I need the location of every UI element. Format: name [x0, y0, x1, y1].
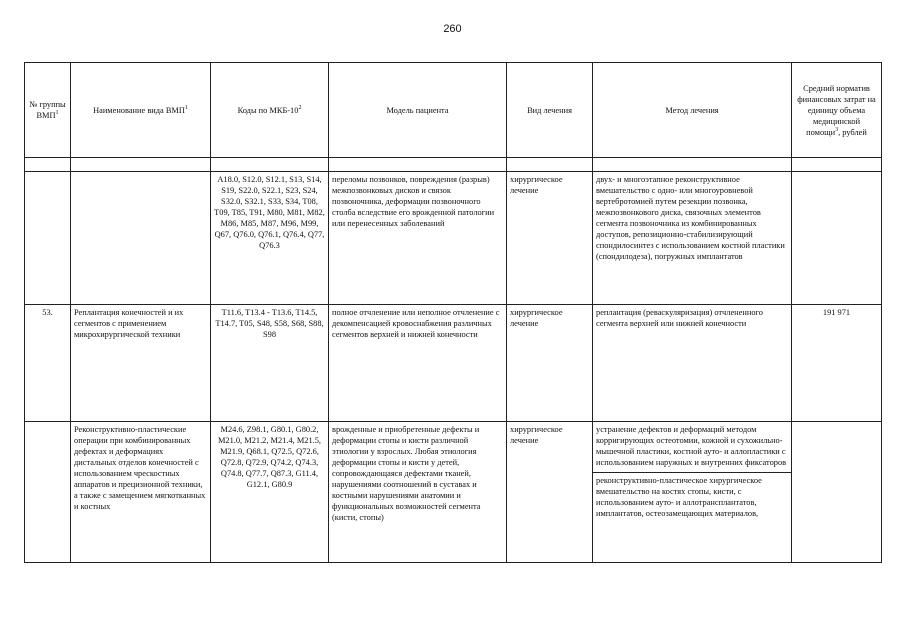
- header-row: [25, 63, 882, 158]
- header-codes: Коды по МКБ-$10^2$: [211, 63, 329, 158]
- row-num: [25, 422, 71, 563]
- row-num: 53.: [25, 305, 71, 422]
- row-model: врожденные и приобретенные дефекты и деформации стопы и кисти различной этиологии у взрослых. Любая этиология деформации стопы и кисти у детей, сопровождающаяся дефектами тканей, нарушениями соотношений в суставах и костными нарушениями анатомии и функциональных возможностей сегмента (кисти, стопы): [329, 422, 507, 563]
- table-row: [25, 172, 882, 305]
- row-method: реплантация (реваскуляризация) отчлененного сегмента верхней или нижней конечности: [593, 305, 792, 422]
- vmp-table: [24, 62, 882, 563]
- row-codes: T11.6, T13.4 - T13.6, T14.5, T14.7, T05, S48, S58, S68, S88, S98: [211, 305, 329, 422]
- row-cost: [792, 422, 882, 563]
- header-group: № группы ВМП$^1$: [25, 63, 71, 158]
- row-cost: 191 971: [792, 305, 882, 422]
- spacer-row: [25, 158, 882, 172]
- row-codes: M24.6, Z98.1, G80.1, G80.2, M21.0, M21.2, M21.4, M21.5, M21.9, Q68.1, Q72.5, Q72.6, Q72.8, Q72.9, Q74.2, Q74.3, Q74.8, Q77.7, Q87.3, G11.4, G12.1, G80.9: [211, 422, 329, 563]
- header-cost: Средний норматив финансовых затрат на единицу объема медицинской помощи$^3$, рублей: [792, 63, 882, 158]
- row-method: [593, 422, 792, 563]
- row-codes: A18.0, S12.0, S12.1, S13, S14, S19, S22.0, S22.1, S23, S24, S32.0, S32.1, S33, S34, T08, T09, T85, T91, M80, M81, M82, M86, M85, M87, M96, M99, Q67, Q76.0, Q76.1, Q76.4, Q77, Q76.3: [211, 172, 329, 305]
- row-num: [25, 172, 71, 305]
- row-treatment: хирургическое лечение: [507, 172, 593, 305]
- method-part-1: устранение дефектов и деформаций методом корригирующих остеотомии, кожной и сухожильно-мышечной пластики, костной ауто- и аллопластики с использованием наружных и внутренних фиксаторов: [596, 425, 787, 467]
- page-number: 260: [443, 23, 462, 35]
- table-row: [25, 422, 882, 563]
- row-name: [71, 172, 211, 305]
- header-treatment-type: Вид лечения: [507, 63, 593, 158]
- row-method: двух- и многоэтапное реконструктивное вмешательство с одно- или многоуровневой вертебротомией путем резекции позвонка, межпозвонкового диска, связочных элементов сегмента позвоночника из комбинированных доступов, репозиционно-стабилизирующий спондилосинтез с использованием костной пластики (спондилодеза), погружных имплантатов: [593, 172, 792, 305]
- row-model: переломы позвонков, повреждения (разрыв) межпозвонковых дисков и связок позвоночника, деформации позвоночного столба вследствие его врожденной патологии или перенесенных заболеваний: [329, 172, 507, 305]
- header-model: Модель пациента: [329, 63, 507, 158]
- row-treatment: хирургическое лечение: [507, 305, 593, 422]
- table-row: [25, 305, 882, 422]
- header-name: Наименование вида ВМП$^1$: [71, 63, 211, 158]
- row-treatment: хирургическое лечение: [507, 422, 593, 563]
- row-model: полное отчленение или неполное отчленение с декомпенсацией кровоснабжения различных сегментов верхней и нижней конечности: [329, 305, 507, 422]
- method-part-2: реконструктивно-пластическое хирургическое вмешательство на костях стопы, кисти, с использованием ауто- и аллотрансплантатов, имплантатов, остеозамещающих материалов,: [593, 472, 791, 519]
- row-name: Реплантация конечностей и их сегментов с применением микрохирургической техники: [71, 305, 211, 422]
- row-cost: [792, 172, 882, 305]
- row-name: Реконструктивно-пластические операции при комбинированных дефектах и деформациях дистальных отделов конечностей с использованием чрескостных аппаратов и прецизионной техники, а также с замещением мягкотканных и костных: [71, 422, 211, 563]
- header-method: Метод лечения: [593, 63, 792, 158]
